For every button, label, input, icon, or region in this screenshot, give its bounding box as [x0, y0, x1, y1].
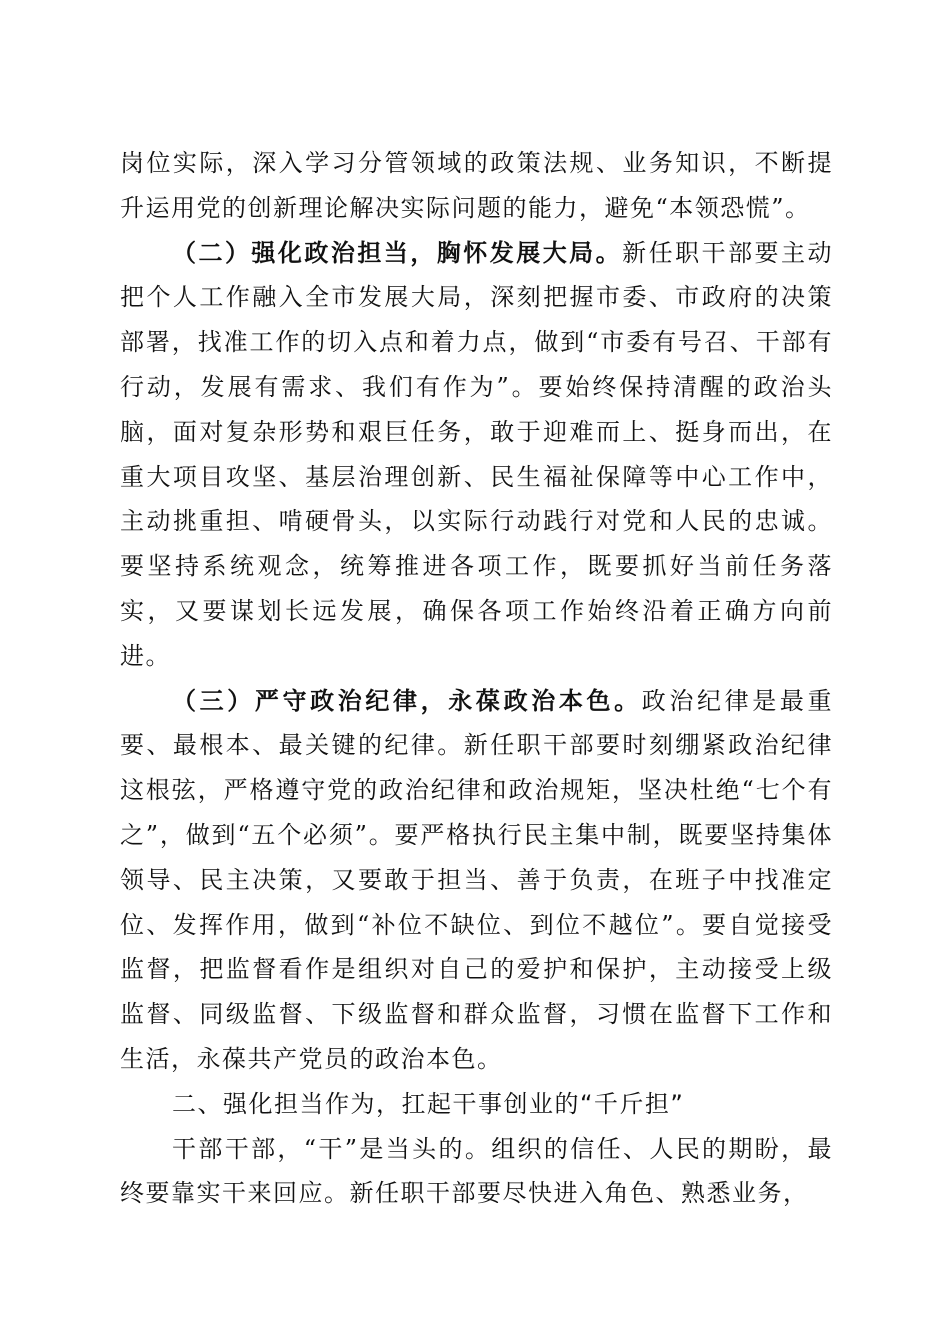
paragraph-continuation — [120, 141, 833, 231]
paragraph-lead: （三）严守政治纪律，永葆政治本色。 — [172, 686, 642, 715]
paragraph-closing — [120, 1127, 833, 1217]
paragraph-text: 政治纪律是最重要、最根本、最关键的纪律。新任职干部要时刻绷紧政治纪律这根弦，严格遵守党的政治纪律和政治规矩，坚决杜绝“七个有之”，做到“五个必须”。要严格执行民主集中制，既要坚持集体领导、民主决策，又要敢于担当、善于负责，在班子中找准定位、发挥作用，做到“补位不缺位、到位不越位”。要自觉接受监督，把监督看作是组织对自己的爱护和保护，主动接受上级监督、同级监督、下级监督和群众监督，习惯在监督下工作和生活，永葆共产党员的政治本色。 — [120, 686, 834, 1073]
section-heading: 二、强化担当作为，扛起干事创业的“千斤担” — [172, 1089, 685, 1118]
paragraph-political-discipline — [120, 679, 833, 1082]
paragraph-political-responsibility — [120, 231, 833, 679]
paragraph-text: 新任职干部要主动把个人工作融入全市发展大局，深刻把握市委、市政府的决策部署，找准工作的切入点和着力点，做到“市委有号召、干部有行动，发展有需求、我们有作为”。要始终保持清醒的政治头脑，面对复杂形势和艰巨任务，敢于迎难而上、挺身而出，在重大项目攻坚、基层治理创新、民生福祉保障等中心工作中，主动挑重担、啃硬骨头，以实际行动践行对党和人民的忠诚。要坚持系统观念，统筹推进各项工作，既要抓好当前任务落实，又要谋划长远发展，确保各项工作始终沿着正确方向前进。 — [120, 238, 834, 670]
paragraph-lead: （二）强化政治担当，胸怀发展大局。 — [172, 238, 623, 267]
document-body — [120, 141, 833, 1216]
paragraph-text: 岗位实际，深入学习分管领域的政策法规、业务知识，不断提升运用党的创新理论解决实际问题的能力，避免“本领恐慌”。 — [120, 149, 833, 222]
paragraph-text: 干部干部，“干”是当头的。组织的信任、人民的期盼，最终要靠实干来回应。新任职干部要尽快进入角色、熟悉业务， — [120, 1134, 833, 1208]
